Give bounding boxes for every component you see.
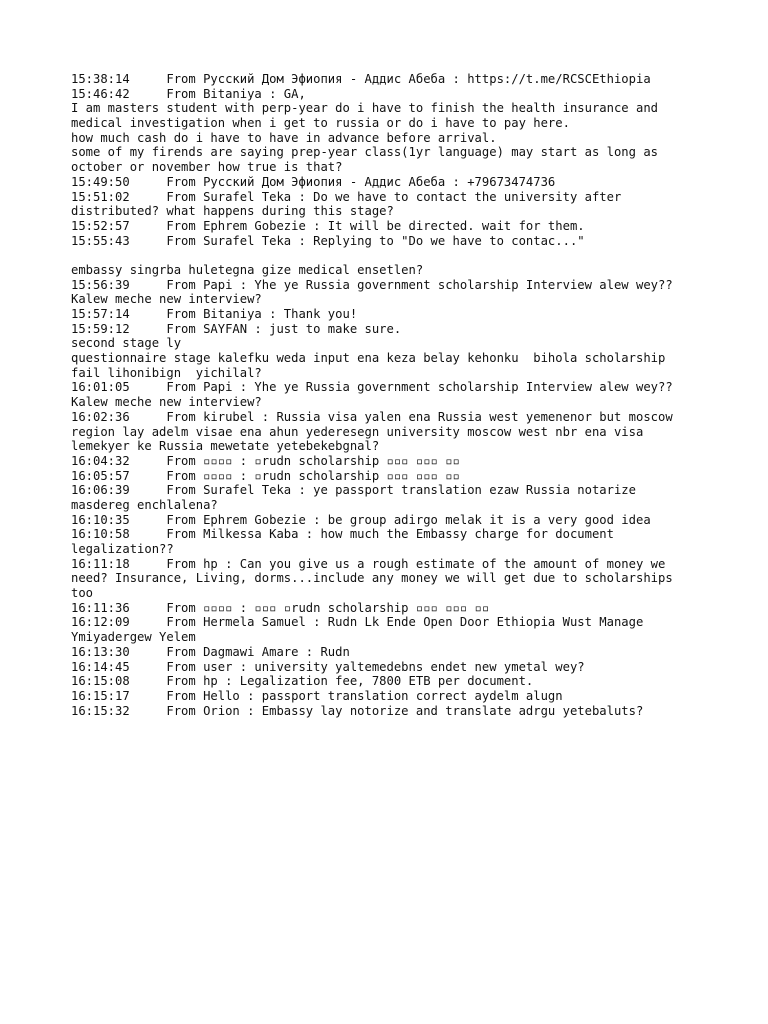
text-line: legalization??: [71, 542, 174, 556]
text-line: 15:46:42 From Bitaniya : GA,: [71, 86, 306, 101]
text-line: 16:15:08 From hp : Legalization fee, 7800 ETB per document.: [71, 674, 534, 689]
chat-transcript: [71, 72, 711, 718]
text-line: distributed? what happens during this stage?: [71, 204, 394, 219]
text-line: how much cash do i have to have in advance before arrival.: [71, 130, 497, 145]
text-line: 16:15:32 From Orion : Embassy lay notorize and translate adrgu yetebaluts?: [71, 703, 644, 718]
text-line: lemekyer ke Russia mewetate yetebekebgnal?: [71, 439, 380, 454]
text-line: masdereg enchlalena?: [71, 497, 218, 512]
text-line: october or november how true is that?: [71, 160, 343, 175]
text-line: 15:52:57 From Ephrem Gobezie : It will be directed. wait for them.: [71, 218, 585, 233]
text-line: 16:12:09 From Hermela Samuel : Rudn Lk Ende Open Door Ethiopia Wust Manage: [71, 615, 644, 630]
text-line: fail lihonibign yichilal?: [71, 365, 262, 380]
text-line: 16:04:32 From ▫▫▫▫ : ▫rudn scholarship ▫▫▫ ▫▫▫ ▫▫: [71, 453, 460, 468]
text-line: 15:55:43 From Surafel Teka : Replying to "Do we have to contac...": [71, 233, 585, 248]
text-line: Ymiyadergew Yelem: [71, 630, 196, 645]
text-line: 16:11:36 From ▫▫▫▫ : ▫▫▫ ▫rudn scholarship ▫▫▫ ▫▫▫ ▫▫: [71, 600, 490, 615]
text-line: 15:51:02 From Surafel Teka : Do we have to contact the university after: [71, 189, 622, 204]
blank-line: [71, 248, 711, 263]
text-line: need? Insurance, Living, dorms...include any money we will get due to scholarships: [71, 571, 673, 586]
text-line: Kalew meche new interview?: [71, 292, 262, 307]
text-line: 15:57:14 From Bitaniya : Thank you!: [71, 307, 358, 321]
text-line: too: [71, 586, 94, 601]
text-line: 16:06:39 From Surafel Teka : ye passport translation ezaw Russia notarize: [71, 483, 636, 498]
text-line: region lay adelm visae ena ahun yederesegn university moscow west nbr ena visa: [71, 424, 644, 439]
text-line: questionnaire stage kalefku weda input ena keza belay kehonku bihola scholarship: [71, 351, 666, 366]
text-line: I am masters student with perp-year do i have to finish the health insurance and: [71, 101, 658, 116]
text-line: 15:49:50 From Русский Дом Эфиопия - Аддис Абеба : +79673474736: [71, 174, 556, 189]
text-line: 16:01:05 From Papi : Yhe ye Russia government scholarship Interview alew wey??: [71, 380, 673, 395]
text-line: 16:10:58 From Milkessa Kaba : how much the Embassy charge for document: [71, 527, 614, 542]
text-line: 16:13:30 From Dagmawi Amare : Rudn: [71, 644, 350, 659]
text-line: 16:14:45 From user : university yaltemedebns endet new ymetal wey?: [71, 659, 585, 674]
text-line: 16:02:36 From kirubel : Russia visa yalen ena Russia west yemenenor but moscow: [71, 409, 673, 424]
text-line: 16:11:18 From hp : Can you give us a rough estimate of the amount of money we: [71, 556, 666, 571]
text-line: 15:59:12 From SAYFAN : just to make sure.: [71, 321, 402, 336]
text-line: embassy singrba huletegna gize medical ensetlen?: [71, 262, 424, 277]
text-line: some of my firends are saying prep-year class(1yr language) may start as long as: [71, 145, 658, 160]
text-line: Kalew meche new interview?: [71, 395, 262, 410]
text-line: 16:15:17 From Hello : passport translation correct aydelm alugn: [71, 688, 563, 703]
text-line: medical investigation when i get to russia or do i have to pay here.: [71, 116, 570, 131]
text-line: 16:05:57 From ▫▫▫▫ : ▫rudn scholarship ▫▫▫ ▫▫▫ ▫▫: [71, 468, 460, 483]
text-line: 15:56:39 From Papi : Yhe ye Russia government scholarship Interview alew wey??: [71, 277, 673, 292]
text-line: second stage ly: [71, 336, 182, 351]
text-line: 15:38:14 From Русский Дом Эфиопия - Аддис Абеба : https://t.me/RCSCEthiopia: [71, 72, 651, 86]
text-line: 16:10:35 From Ephrem Gobezie : be group adirgo melak it is a very good idea: [71, 512, 651, 527]
